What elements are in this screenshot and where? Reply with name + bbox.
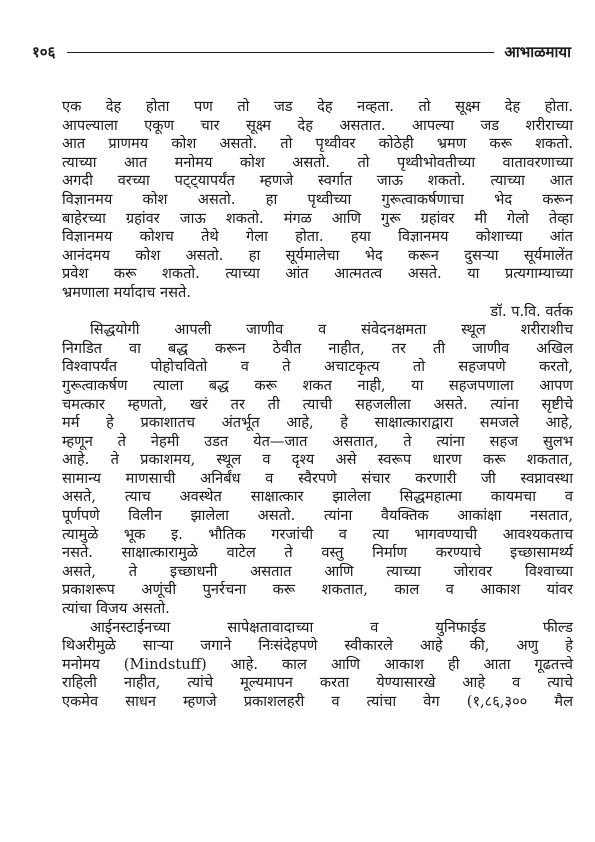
text-line: बाहेरच्या ग्रहांवर जाऊ शकतो. मंगळ आणि गुरू ग्रहांवर मी गेलो तेव्हा [62, 209, 573, 227]
text-line: प्रवेश करू शकतो. त्याच्या आंत आत्मतत्व असते. या प्रत्यगाम्याच्या [62, 265, 573, 283]
running-title: आभाळमाया [504, 43, 571, 61]
page-body [62, 98, 573, 712]
text-line: राहिली नाहीत, त्यांचे मूल्यमापन करता येण्यासारखे आहे व त्याचे [62, 674, 573, 692]
text-line: आपल्याला एकूण चार सूक्ष्म देह असतात. आपल्या जड शरीराच्या [62, 116, 573, 134]
text-line: प्रकाशरूप अणूंची पुनर्रचना करू शकतात, काल व आकाश यांवर [62, 581, 573, 599]
text-line: पूर्णपणे विलीन झालेला असतो. त्यांना वैयक्तिक आकांक्षा नसतात, [62, 507, 573, 525]
text-line: विश्वापर्यंत पोहोचवितो व ते अचाटकृत्य तो सहजपणे करतो, [62, 358, 573, 376]
text-line: विज्ञानमय कोशच तेथे गेला होता. हया विज्ञानमय कोशाच्या आंत [62, 228, 573, 246]
text-line: चमत्कार म्हणतो, खरं तर ती त्याची सहजलीला असते. त्यांना सृष्टीचे [62, 395, 573, 413]
text-line: गुरूत्वाकर्षण त्याला बद्ध करू शकत नाही, या सहजपणाला आपण [62, 376, 573, 394]
page-number: १०६ [32, 43, 56, 61]
text-line: त्यांचा विजय असतो. [62, 600, 170, 618]
header-rule [67, 52, 494, 53]
page-header [32, 40, 571, 64]
text-line: म्हणून ते नेहमी उडत येत—जात असतात, ते त्यांना सहज सुलभ [62, 432, 573, 450]
text-line: नसते. साक्षात्कारामुळे वाटेल ते वस्तु निर्माण करण्याचे इच्छासामर्थ्य [62, 544, 573, 562]
text-line: एक देह होता पण तो जड देह नव्हता. तो सूक्ष्म देह होता. [62, 98, 573, 115]
text-line: त्याच्या आत मनोमय कोश असतो. तो पृथ्वीभोवतीच्या वातावरणाच्या [62, 153, 573, 171]
text-line: असते, ते इच्छाधनी असतात आणि त्याच्या जोरावर विश्वाच्या [62, 562, 573, 580]
text-line: आत प्राणमय कोश असतो. तो पृथ्वीवर कोठेही भ्रमण करू शकतो. [62, 135, 573, 153]
author-signature: डॉ. प.वि. वर्तक [490, 302, 573, 320]
text-line: असते, त्याच अवस्थेत साक्षात्कार झालेला सिद्धमहात्मा कायमचा व [62, 488, 573, 506]
paragraph-2 [62, 321, 573, 619]
text-line: मनोमय (Mindstuff) आहे. काल आणि आकाश ही आता गूढतत्त्वे [62, 655, 573, 673]
text-line: अगदी वरच्या पट्ट्यापर्यंत म्हणजे स्वर्गात जाऊ शकतो. त्याच्या आत [62, 172, 573, 190]
text-line: आनंदमय कोश असतो. हा सूर्यमालेचा भेद करून दुसऱ्या सूर्यमालेंत [62, 246, 573, 264]
text-line: थिअरीमुळे साऱ्या जगाने निःसंदेहपणे स्वीकारले आहे की, अणु हे [62, 637, 573, 655]
text-line: आहे. ते प्रकाशमय, स्थूल व दृश्य असे स्वरूप धारण करू शकतात, [62, 451, 573, 469]
text-line: सिद्धयोगी आपली जाणीव व संवेदनक्षमता स्थूल शरीराशीच [90, 321, 573, 339]
paragraph-1 [62, 98, 573, 303]
text-line: सामान्य माणसाची अनिर्बंध व स्वैरपणे संचार करणारी जी स्वप्नावस्था [62, 469, 573, 487]
text-line: एकमेव साधन म्हणजे प्रकाशलहरी व त्यांचा वेग (१,८६,३०० मैल [62, 693, 573, 710]
text-line: त्यामुळे भूक इ. भौतिक गरजांची व त्या भागवण्याची आवश्यकताच [62, 525, 573, 543]
text-line: आईनस्टाईनच्या सापेक्षतावादाच्या व युनिफाईड फील्ड [90, 618, 573, 636]
text-line: मर्म हे प्रकाशातच अंतर्भूत आहे, हे साक्षात्काराद्वारा समजले आहे, [62, 414, 573, 432]
paragraph-3 [62, 619, 573, 712]
text-line: विज्ञानमय कोश असतो. हा पृथ्वीच्या गुरूत्वाकर्षणाचा भेद करून [62, 190, 573, 208]
text-line: भ्रमणाला मर्यादाच नसते. [62, 283, 191, 301]
text-line: निगडित वा बद्ध करून ठेवीत नाहीत, तर ती जाणीव अखिल [62, 339, 573, 357]
